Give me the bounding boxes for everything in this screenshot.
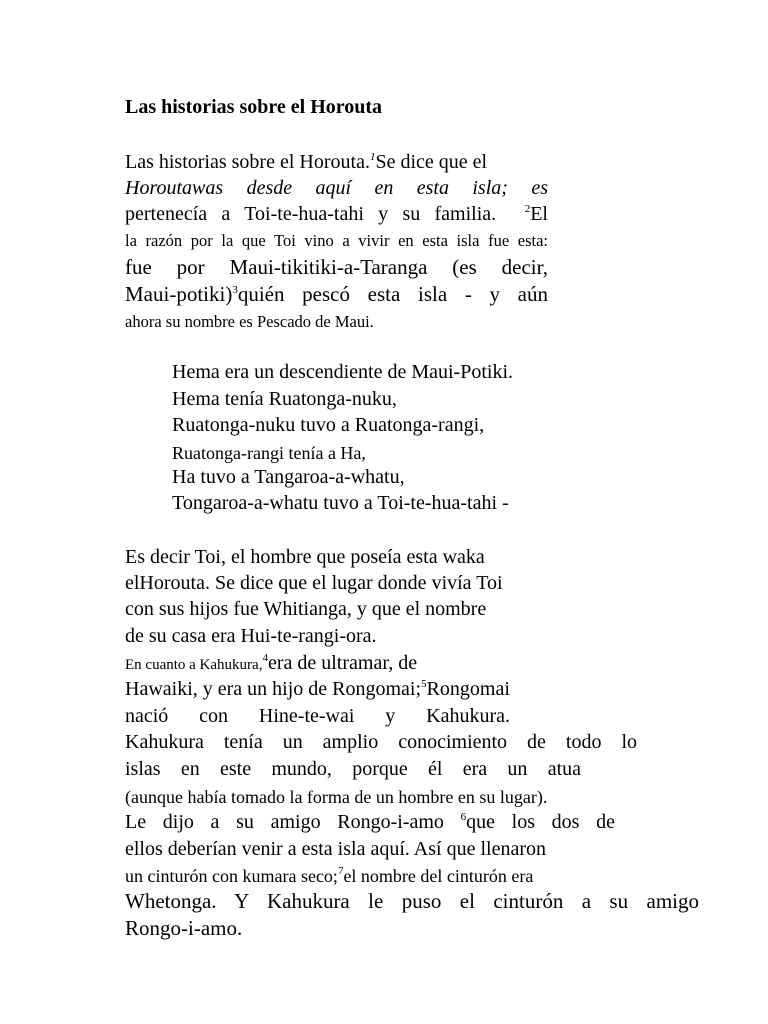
paragraph-2-line-12: ellos deberían venir a esta isla aquí. Así que llenaron [125,838,546,860]
footnote-marker: 6 [460,811,467,823]
paragraph-2-line-3: con sus hijos fue Whitianga, y que el nombre [125,598,487,620]
text: quién pescó esta isla - y aún [237,282,548,306]
paragraph-1-line-6 [125,281,548,307]
text: Hawaiki, y era un hijo de Rongomai; [125,678,422,700]
footnote-marker: 5 [421,678,427,690]
paragraph-2-line-4: de su casa era Hui-te-rangi-ora. [125,625,377,647]
footnote-marker: 1 [369,151,376,163]
paragraph-2-line-6 [125,676,510,702]
text: un cinturón con kumara seco; [125,866,338,886]
text: Maui-potiki) [125,282,233,306]
paragraph-2-line-11 [125,809,615,835]
paragraph-2-line-10: (aunque había tomado la forma de un hombre en su lugar). [125,787,548,807]
paragraph-1-line-7: ahora su nombre es Pescado de Maui. [125,312,374,331]
verse-line: Hema era un descendiente de Maui-Potiki. [172,361,513,383]
paragraph-1-line-5: fue por Maui-tikitiki-a-Taranga (es decir, [125,255,548,279]
paragraph-2-line-15: Rongo-i-amo. [125,916,243,940]
verse-line: Hema tenía Ruatonga-nuku, [172,388,397,410]
verse-line: Tongaroa-a-whatu tuvo a Toi-te-hua-tahi - [172,492,509,514]
paragraph-2-line-5 [125,650,417,678]
text: En cuanto a Kahukura, [125,657,263,673]
paragraph-1-line-4: la razón por la que Toi vino a vivir en esta isla fue esta: [125,231,548,250]
paragraph-2-line-2: elHorouta. Se dice que el lugar donde vivía Toi [125,572,503,594]
text: que los dos de [466,811,616,833]
text: Se dice que el [375,151,488,173]
verse-line: Ruatonga-rangi tenía a Ha, [172,443,366,463]
footnote-marker: 7 [337,865,344,877]
paragraph-2-line-7: nació con Hine-te-wai y Kahukura. [125,705,510,727]
verse-line: Ha tuvo a Tangaroa-a-whatu, [172,466,405,488]
text: pertenecía a Toi-te-hua-tahi y su familia. [125,203,497,225]
footnote-marker: 2 [524,203,531,215]
paragraph-1-line-2: Horoutawas desde aquí en esta isla; es [125,177,548,199]
paragraph-1-line-3 [125,201,548,227]
paragraph-2-line-1: Es decir Toi, el hombre que poseía esta waka [125,546,485,568]
paragraph-2-line-9: islas en este mundo, porque él era un atua [125,758,581,780]
text: El [530,203,548,225]
verse-line: Ruatonga-nuku tuvo a Ruatonga-rangi, [172,414,485,436]
page-title: Las historias sobre el Horouta [125,96,383,118]
footnote-marker: 3 [232,284,238,296]
paragraph-1-line-1 [125,149,487,175]
text: el nombre del cinturón era [343,866,534,886]
text: era de ultramar, de [267,652,418,674]
paragraph-2-line-8: Kahukura tenía un amplio conocimiento de todo lo [125,731,637,753]
text: Le dijo a su amigo Rongo-i-amo [125,811,444,833]
paragraph-2-line-14: Whetonga. Y Kahukura le puso el cinturón a su amigo [125,889,699,913]
paragraph-2-line-13 [125,863,533,889]
footnote-marker: 4 [262,652,268,664]
text: Rongomai [426,678,510,700]
text: Las historias sobre el Horouta. [125,151,370,173]
